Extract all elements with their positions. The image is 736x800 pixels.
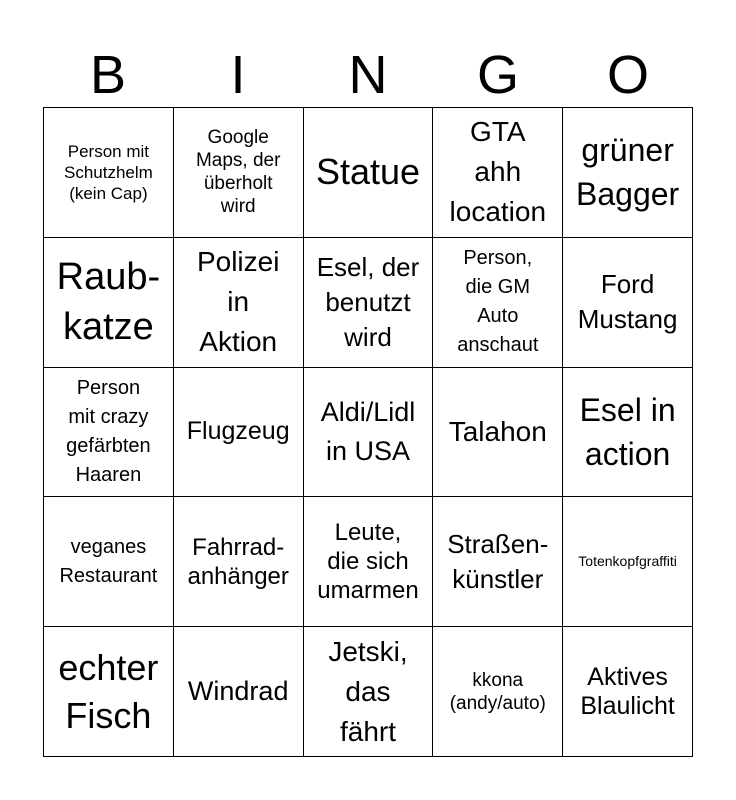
cell-text: Totenkopfgraffiti [578, 553, 677, 570]
bingo-cell[interactable] [304, 497, 434, 627]
bingo-cell[interactable] [44, 627, 174, 757]
cell-text: Esel in action [579, 391, 676, 472]
bingo-cell[interactable] [44, 368, 174, 498]
cell-text: Leute, die sich umarmen [317, 519, 419, 605]
bingo-cell[interactable] [563, 368, 693, 498]
cell-text: Talahon [448, 415, 547, 447]
cell-text: Jetski, das fährt [328, 635, 408, 747]
cell-text: veganes Restaurant [59, 535, 158, 587]
bingo-cell[interactable] [433, 627, 563, 757]
cell-text: echter Fisch [58, 646, 159, 736]
cell-text: Ford Mustang [577, 269, 678, 335]
bingo-grid [43, 107, 693, 757]
cell-text: Esel, der benutzt wird [316, 251, 420, 352]
header-letter-i: I [230, 45, 246, 105]
bingo-cell[interactable] [433, 497, 563, 627]
cell-text: Aldi/Lidl in USA [320, 396, 416, 466]
header-letter-b: B [89, 45, 127, 105]
bingo-cell[interactable] [44, 238, 174, 368]
bingo-header [43, 44, 693, 106]
bingo-cell[interactable] [433, 368, 563, 498]
bingo-cell[interactable] [433, 108, 563, 238]
cell-text: Person mit crazy gefärbten Haaren [66, 376, 151, 486]
cell-text: Raub- katze [56, 256, 161, 349]
cell-text: GTA ahh location [449, 116, 547, 228]
bingo-cell[interactable] [44, 497, 174, 627]
bingo-cell[interactable] [563, 627, 693, 757]
cell-text: Straßen- künstler [447, 528, 549, 594]
cell-text: grüner Bagger [576, 132, 680, 213]
cell-text: Fahrrad- anhänger [187, 533, 289, 590]
bingo-cell[interactable] [174, 368, 304, 498]
bingo-cell[interactable] [174, 627, 304, 757]
header-letter-n: N [348, 45, 388, 105]
bingo-cell[interactable] [304, 108, 434, 238]
bingo-cell[interactable] [174, 108, 304, 238]
header-letter-g: G [476, 45, 519, 105]
cell-text: Flugzeug [186, 417, 290, 446]
cell-text: Statue [315, 151, 421, 193]
cell-text: Person mit Schutzhelm (kein Cap) [63, 141, 153, 203]
cell-text: kkona (andy/auto) [449, 669, 546, 714]
bingo-cell[interactable] [44, 108, 174, 238]
bingo-cell[interactable] [304, 368, 434, 498]
bingo-cell[interactable] [174, 238, 304, 368]
cell-text: Windrad [187, 676, 289, 707]
cell-text: Aktives Blaulicht [580, 662, 675, 720]
bingo-cell[interactable] [174, 497, 304, 627]
bingo-cell[interactable] [563, 108, 693, 238]
header-letter-o: O [606, 45, 649, 105]
bingo-cell[interactable] [563, 497, 693, 627]
bingo-cell[interactable] [304, 627, 434, 757]
bingo-cell[interactable] [433, 238, 563, 368]
cell-text: Google Maps, der überholt wird [195, 127, 281, 218]
bingo-cell[interactable] [563, 238, 693, 368]
cell-text: Polizei in Aktion [196, 246, 280, 358]
bingo-cell[interactable] [304, 238, 434, 368]
cell-text: Person, die GM Auto anschaut [457, 247, 539, 357]
